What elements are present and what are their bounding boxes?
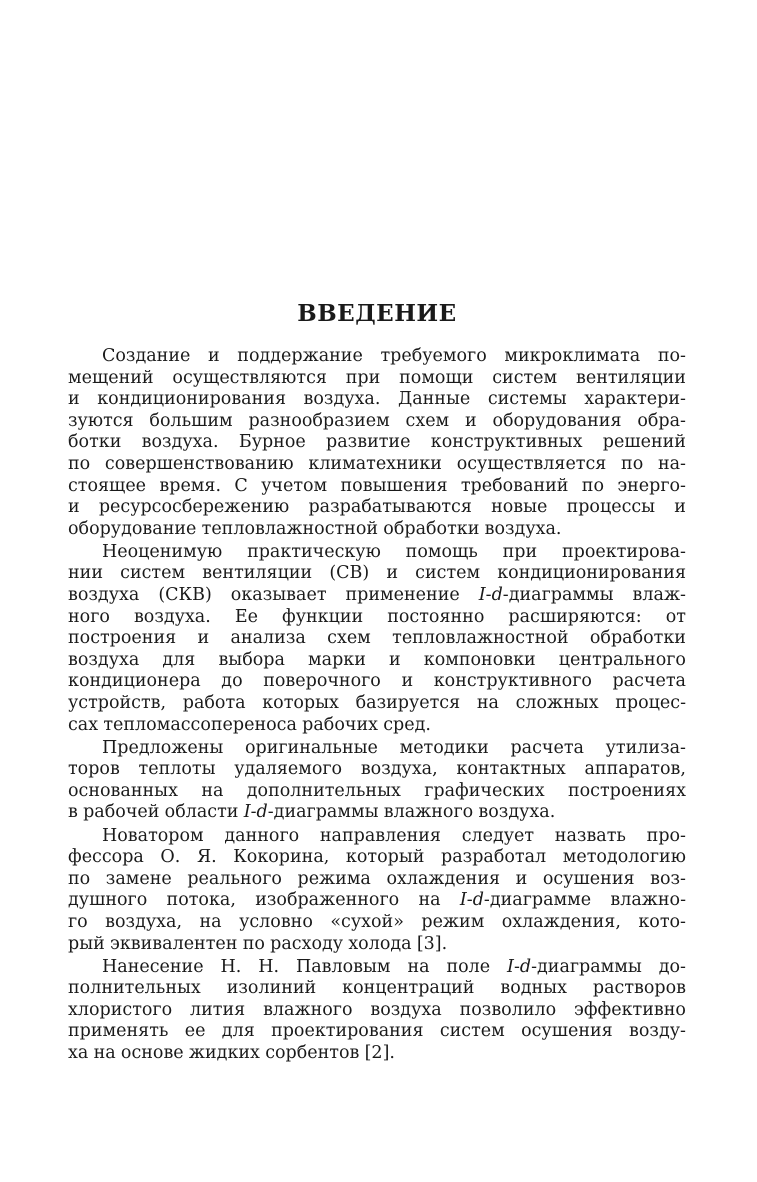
text-line: применять ее для проектирования систем осушения возду- (68, 1021, 686, 1042)
text-line: Новатором данного направления следует назвать про- (102, 825, 686, 846)
text-line: оборудование тепловлажностной обработки воздуха. (68, 518, 562, 539)
text-line: го воздуха, на условно «сухой» режим охлаждения, кото- (68, 911, 686, 932)
text-line: душного потока, изображенного на I-d-диаграмме влажно- (68, 890, 686, 911)
paragraph (68, 957, 686, 1065)
text-line: по совершенствованию климатехники осуществляется по на- (68, 453, 686, 474)
text-line: фессора О. Я. Кокорина, который разработал методологию (68, 847, 686, 868)
text-line: зуются большим разнообразием схем и оборудования обра- (68, 410, 686, 431)
paragraph (68, 826, 686, 956)
text-line: построения и анализа схем тепловлажностной обработки (68, 628, 686, 649)
text-line: полнительных изолиний концентраций водных растворов (68, 978, 686, 999)
chapter-heading: ВВЕДЕНИЕ (297, 300, 457, 327)
text-line: и ресурсосбережению разрабатываются новые процессы и (68, 497, 686, 518)
text-line: воздуха для выбора марки и компоновки центрального (68, 649, 686, 670)
text-line: ха на основе жидких сорбентов [2]. (68, 1043, 395, 1063)
paragraph (68, 346, 686, 540)
text-line: устройств, работа которых базируется на сложных процес- (68, 693, 686, 713)
text-line: кондиционера до поверочного и конструктивного расчета (68, 671, 686, 692)
text-line: сах тепломассопереноса рабочих сред. (68, 714, 431, 735)
text-line: мещений осуществляются при помощи систем вентиляции (68, 367, 686, 388)
text-line: основанных на дополнительных графических построениях (68, 780, 686, 801)
paragraph (68, 542, 686, 736)
body-text (68, 346, 686, 1065)
text-line: хлористого лития влажного воздуха позволило эффективно (68, 999, 686, 1020)
text-line: Создание и поддержание требуемого микроклимата по- (102, 346, 686, 366)
text-line: Нанесение Н. Н. Павловым на поле I-d-диаграммы до- (102, 956, 686, 977)
paragraph (68, 738, 686, 824)
text-line: Предложены оригинальные методики расчета утилиза- (102, 737, 686, 758)
text-line: и кондиционирования воздуха. Данные системы характери- (68, 389, 686, 410)
text-line: ботки воздуха. Бурное развитие конструктивных решений (68, 432, 686, 453)
text-line: нии систем вентиляции (СВ) и систем кондиционирования (68, 563, 686, 584)
text-line: Неоценимую практическую помощь при проектирова- (102, 541, 686, 562)
text-line: по замене реального режима охлаждения и осушения воз- (68, 868, 686, 889)
text-line: ного воздуха. Ее функции постоянно расширяются: от (68, 606, 686, 627)
text-line: воздуха (СКВ) оказывает применение I-d-диаграммы влаж- (68, 585, 686, 606)
text-line: стоящее время. С учетом повышения требований по энерго- (68, 475, 686, 496)
text-line: в рабочей области I-d-диаграммы влажного воздуха. (68, 802, 556, 823)
text-line: рый эквивалентен по расходу холода [3]. (68, 933, 448, 954)
text-line: торов теплоты удаляемого воздуха, контактных аппаратов, (68, 759, 686, 780)
